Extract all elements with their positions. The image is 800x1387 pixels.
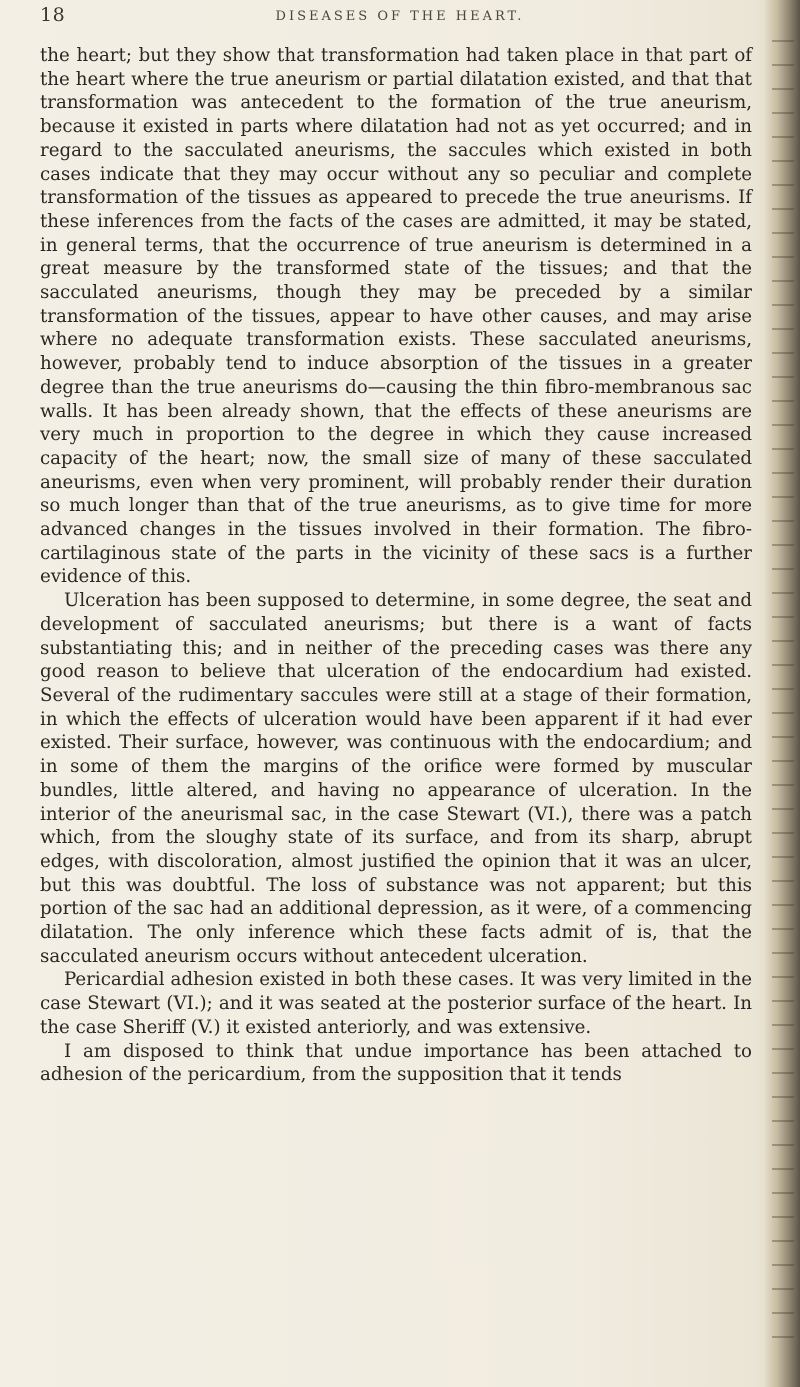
page-header bbox=[40, 4, 760, 38]
paragraph-adhesion-importance: I am disposed to think that undue importance has been attached to adhesion of the pericardium, from the supposition that it tends bbox=[40, 1040, 752, 1086]
page-number: 18 bbox=[40, 4, 66, 26]
paragraph-transformation: the heart; but they show that transformation had taken place in that part of the heart where the true aneurism or partial dilatation existed, and that that transformation was antecedent to the formation of the true aneurism, because it existed in parts where dilatation had not as yet occurred; and in regard to the sacculated aneurisms, the saccules which existed in both cases indicate that they may occur without any so peculiar and complete transformation of the tissues as appeared to precede the true aneurisms. If these inferences from the facts of the cases are admitted, it may be stated, in general terms, that the occurrence of true aneurism is determined in a great measure by the transformed state of the tissues; and that the sacculated aneurisms, though they may be preceded by a similar transformation of the tissues, appear to have other causes, and may arise where no adequate transformation exists. These sacculated aneurisms, however, probably tend to induce absorption of the tissues in a greater degree than the true aneurisms do—causing the thin fibro-membranous sac walls. It has been already shown, that the effects of these aneurisms are very much in proportion to the degree in which they cause increased capacity of the heart; now, the small size of many of these sacculated aneurisms, even when very prominent, will probably render their duration so much longer than that of the true aneurisms, as to give time for more advanced changes in the tissues involved in their formation. The fibro-cartilaginous state of the parts in the vicinity of these sacs is a further evidence of this. bbox=[40, 45, 752, 588]
paragraph-pericardial-adhesion: Pericardial adhesion existed in both these cases. It was very limited in the case Stewart (VI.); and it was seated at the posterior surface of the heart. In the case Sheriff (V.) it existed anteriorly, and was extensive. bbox=[40, 969, 752, 1038]
body-text bbox=[40, 44, 752, 1087]
paragraph-ulceration: Ulceration has been supposed to determine, in some degree, the seat and development of sacculated aneurisms; but there is a want of facts substantiating this; and in neither of the preceding cases was there any good reason to believe that ulceration of the endocardium had existed. Several of the rudimentary saccules were still at a stage of their formation, in which the effects of ulceration would have been apparent if it had ever existed. Their surface, however, was continuous with the endocardium; and in some of them the margins of the orifice were formed by muscular bundles, little altered, and having no appearance of ulceration. In the interior of the aneurismal sac, in the case Stewart (VI.), there was a patch which, from the sloughy state of its surface, and from its sharp, abrupt edges, with discoloration, almost justified the opinion that it was an ulcer, but this was doubtful. The loss of substance was not apparent; but this portion of the sac had an additional depression, as it were, of a commencing dilatation. The only inference which these facts admit of is, that the sacculated aneurism occurs without antecedent ulceration. bbox=[40, 590, 752, 967]
bleed-through-marks bbox=[772, 40, 794, 1340]
page-binding-edge bbox=[764, 0, 800, 1387]
running-head: DISEASES OF THE HEART. bbox=[275, 9, 525, 24]
